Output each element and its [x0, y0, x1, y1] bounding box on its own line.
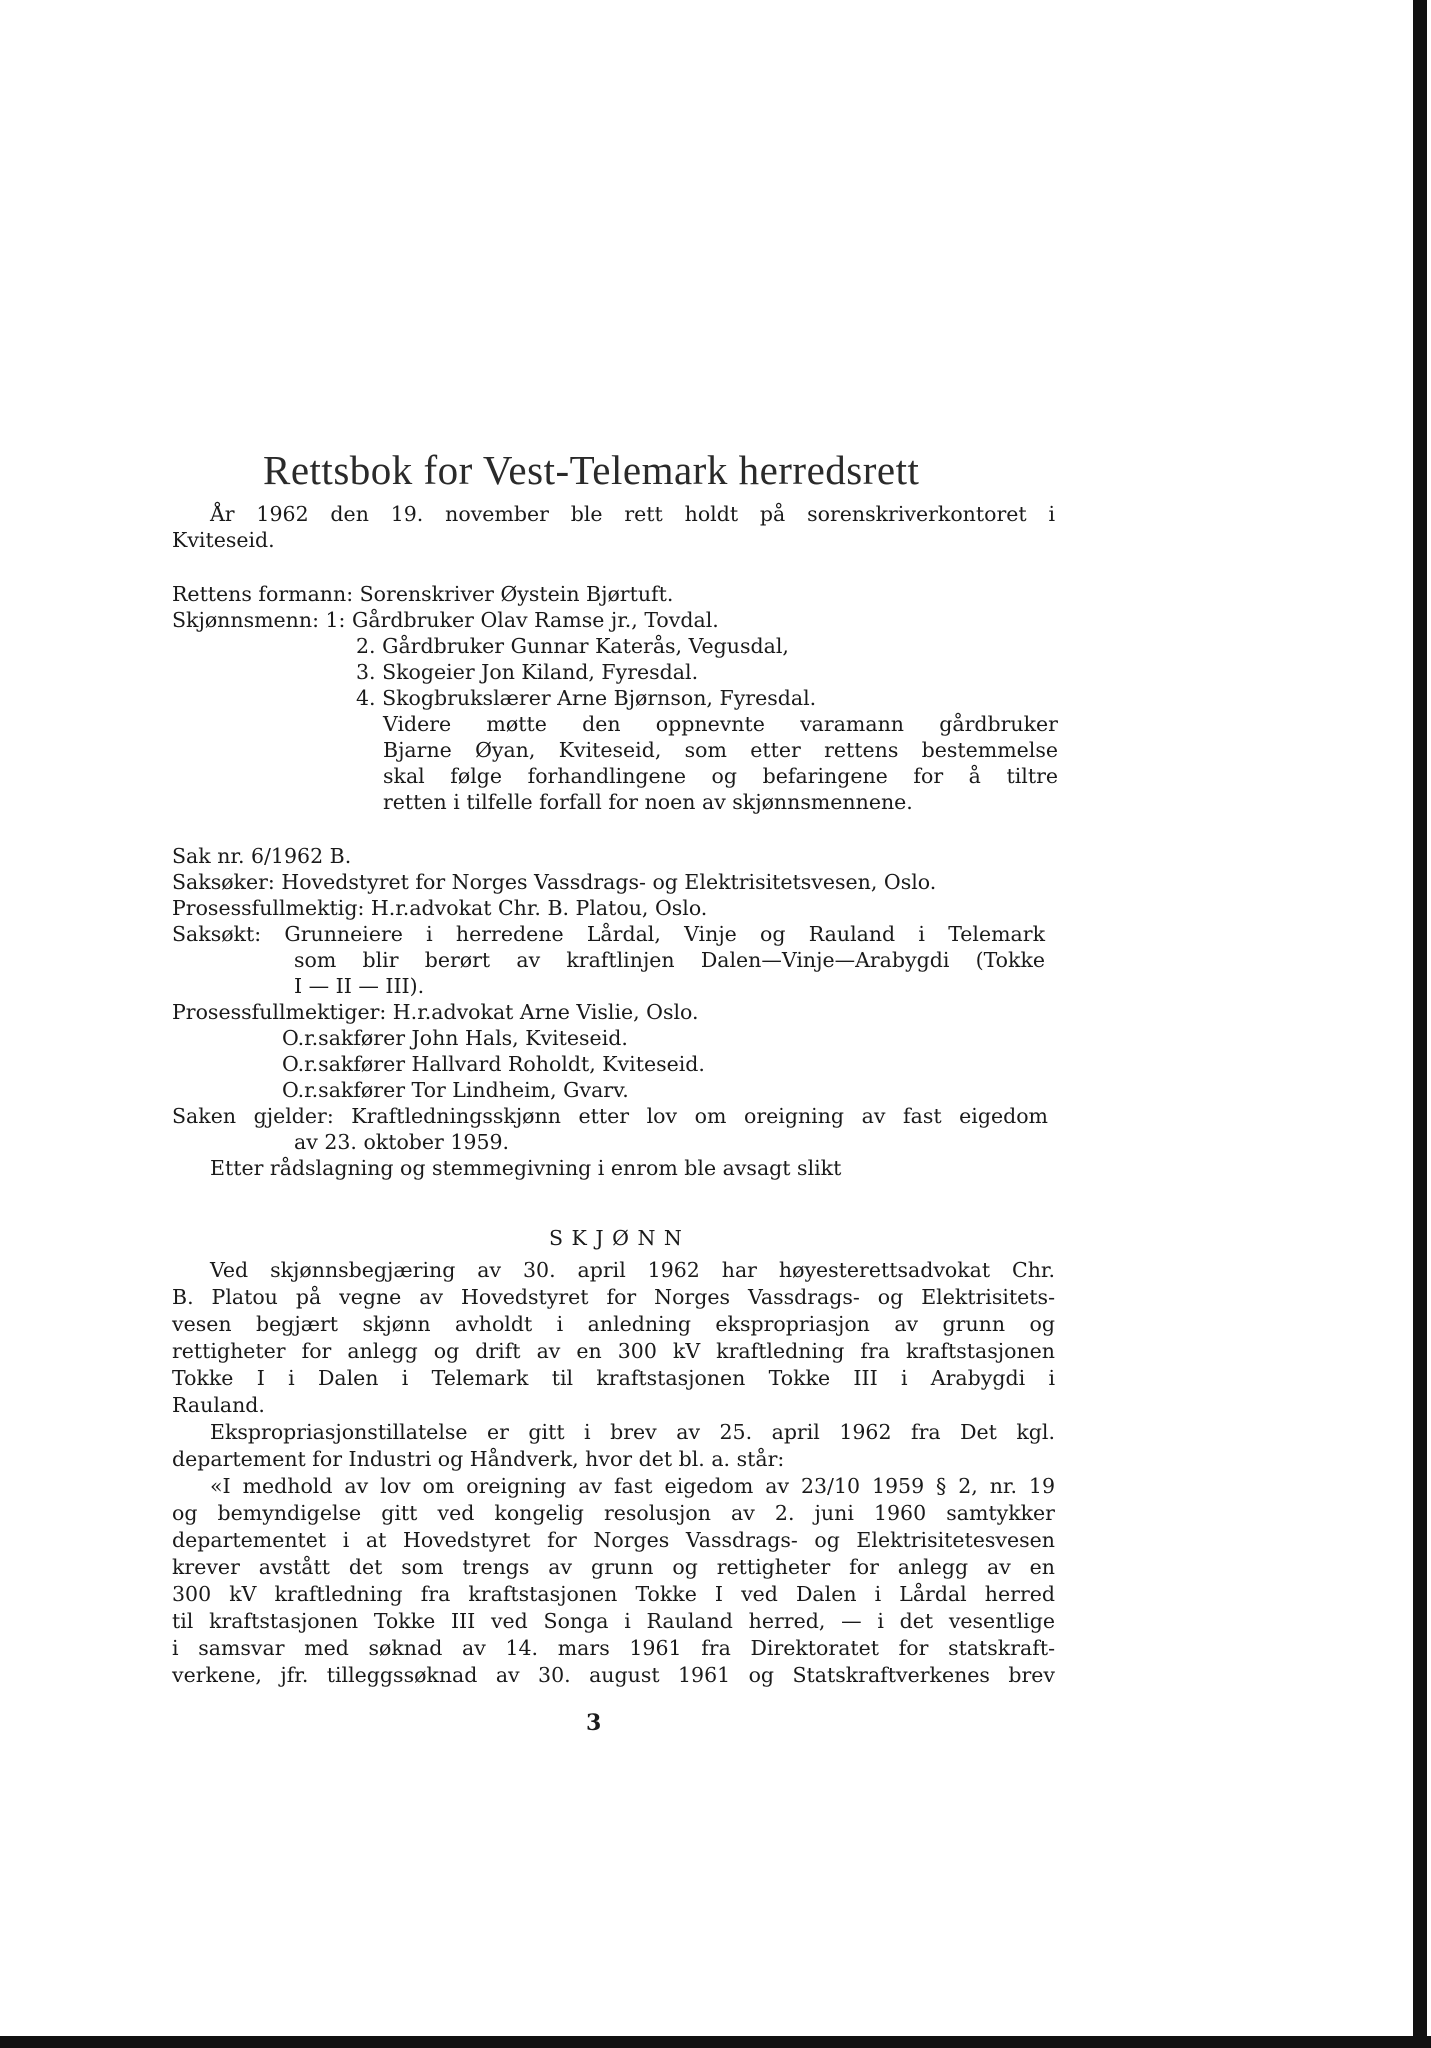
- intro-line: År 1962 den 19. november ble rett holdt på sorenskriverkontoret i: [210, 502, 1055, 526]
- intro-line: Kviteseid.: [172, 528, 275, 552]
- body-line: og bemyndigelse gitt ved kongelig resolusjon av 2. juni 1960 samtykker: [172, 1501, 1055, 1525]
- varamann-line: Videre møtte den oppnevnte varamann gårdbruker: [383, 712, 1058, 736]
- case-counsel: Prosessfullmektig: H.r.advokat Chr. B. Platou, Oslo.: [172, 896, 708, 920]
- body-line: 300 kV kraftledning fra kraftstasjonen Tokke I ved Dalen i Lårdal herred: [172, 1582, 1055, 1606]
- body-line: B. Platou på vegne av Hovedstyret for Norges Vassdrags- og Elektrisitets-: [172, 1285, 1055, 1309]
- case-defendant: som blir berørt av kraftlinjen Dalen—Vinje—Arabygdi (Tokke: [294, 948, 1045, 972]
- page-number: 3: [586, 1710, 602, 1736]
- case-subject: Saken gjelder: Kraftledningsskjønn etter lov om oreigning av fast eigedom: [172, 1104, 1048, 1128]
- body-line: Rauland.: [172, 1393, 265, 1417]
- body-line: Ved skjønnsbegjæring av 30. april 1962 har høyesterettsadvokat Chr.: [210, 1258, 1055, 1282]
- case-plaintiff: Saksøker: Hovedstyret for Norges Vassdrags- og Elektrisitetsvesen, Oslo.: [172, 870, 937, 894]
- body-line: krever avstått det som trengs av grunn og rettigheter for anlegg av en: [172, 1555, 1055, 1579]
- case-defendant-counsel: Prosessfullmektiger: H.r.advokat Arne Vislie, Oslo.: [172, 1000, 699, 1024]
- scan-border-bottom: [0, 2036, 1431, 2048]
- court-formann: Rettens formann: Sorenskriver Øystein Bjørtuft.: [172, 582, 674, 606]
- court-member: 2. Gårdbruker Gunnar Katerås, Vegusdal,: [356, 634, 789, 658]
- body-line: vesen begjært skjønn avholdt i anledning ekspropriasjon av grunn og: [172, 1312, 1055, 1336]
- body-line: til kraftstasjonen Tokke III ved Songa i Rauland herred, — i det vesentlige: [172, 1609, 1055, 1633]
- court-member: Skjønnsmenn: 1: Gårdbruker Olav Ramse jr., Tovdal.: [172, 608, 719, 632]
- scan-border-right: [1413, 0, 1427, 2048]
- case-subject: av 23. oktober 1959.: [294, 1130, 510, 1154]
- case-defendant: I — II — III).: [294, 974, 425, 998]
- case-defendant-counsel: O.r.sakfører Hallvard Roholdt, Kviteseid.: [282, 1052, 705, 1076]
- body-line: Tokke I i Dalen i Telemark til kraftstasjonen Tokke III i Arabygdi i: [172, 1366, 1055, 1390]
- case-defendant-counsel: O.r.sakfører John Hals, Kviteseid.: [282, 1026, 628, 1050]
- case-number: Sak nr. 6/1962 B.: [172, 844, 352, 868]
- body-line: Ekspropriasjonstillatelse er gitt i brev av 25. april 1962 fra Det kgl.: [210, 1420, 1055, 1444]
- case-deliberation: Etter rådslagning og stemmegivning i enrom ble avsagt slikt: [210, 1156, 842, 1180]
- varamann-line: Bjarne Øyan, Kviteseid, som etter rettens bestemmelse: [383, 738, 1058, 762]
- court-member: 4. Skogbrukslærer Arne Bjørnson, Fyresdal.: [356, 686, 817, 710]
- case-defendant-counsel: O.r.sakfører Tor Lindheim, Gvarv.: [282, 1078, 629, 1102]
- body-line: departementet i at Hovedstyret for Norges Vassdrags- og Elektrisitetesvesen: [172, 1528, 1055, 1552]
- section-heading: S K J Ø N N: [549, 1226, 683, 1250]
- body-line: departement for Industri og Håndverk, hvor det bl. a. står:: [172, 1447, 785, 1471]
- body-line: verkene, jfr. tilleggssøknad av 30. august 1961 og Statskraftverkenes brev: [172, 1663, 1055, 1687]
- body-line: rettigheter for anlegg og drift av en 300 kV kraftledning fra kraftstasjonen: [172, 1339, 1055, 1363]
- body-line: «I medhold av lov om oreigning av fast eigedom av 23/10 1959 § 2, nr. 19: [210, 1474, 1055, 1498]
- document-title: Rettsbok for Vest-Telemark herredsrett: [263, 447, 920, 493]
- varamann-line: skal følge forhandlingene og befaringene for å tiltre: [383, 764, 1058, 788]
- body-line: i samsvar med søknad av 14. mars 1961 fra Direktoratet for statskraft-: [172, 1636, 1055, 1660]
- case-defendant: Saksøkt: Grunneiere i herredene Lårdal, Vinje og Rauland i Telemark: [172, 922, 1045, 946]
- court-member: 3. Skogeier Jon Kiland, Fyresdal.: [356, 660, 699, 684]
- varamann-line: retten i tilfelle forfall for noen av skjønnsmennene.: [383, 790, 913, 814]
